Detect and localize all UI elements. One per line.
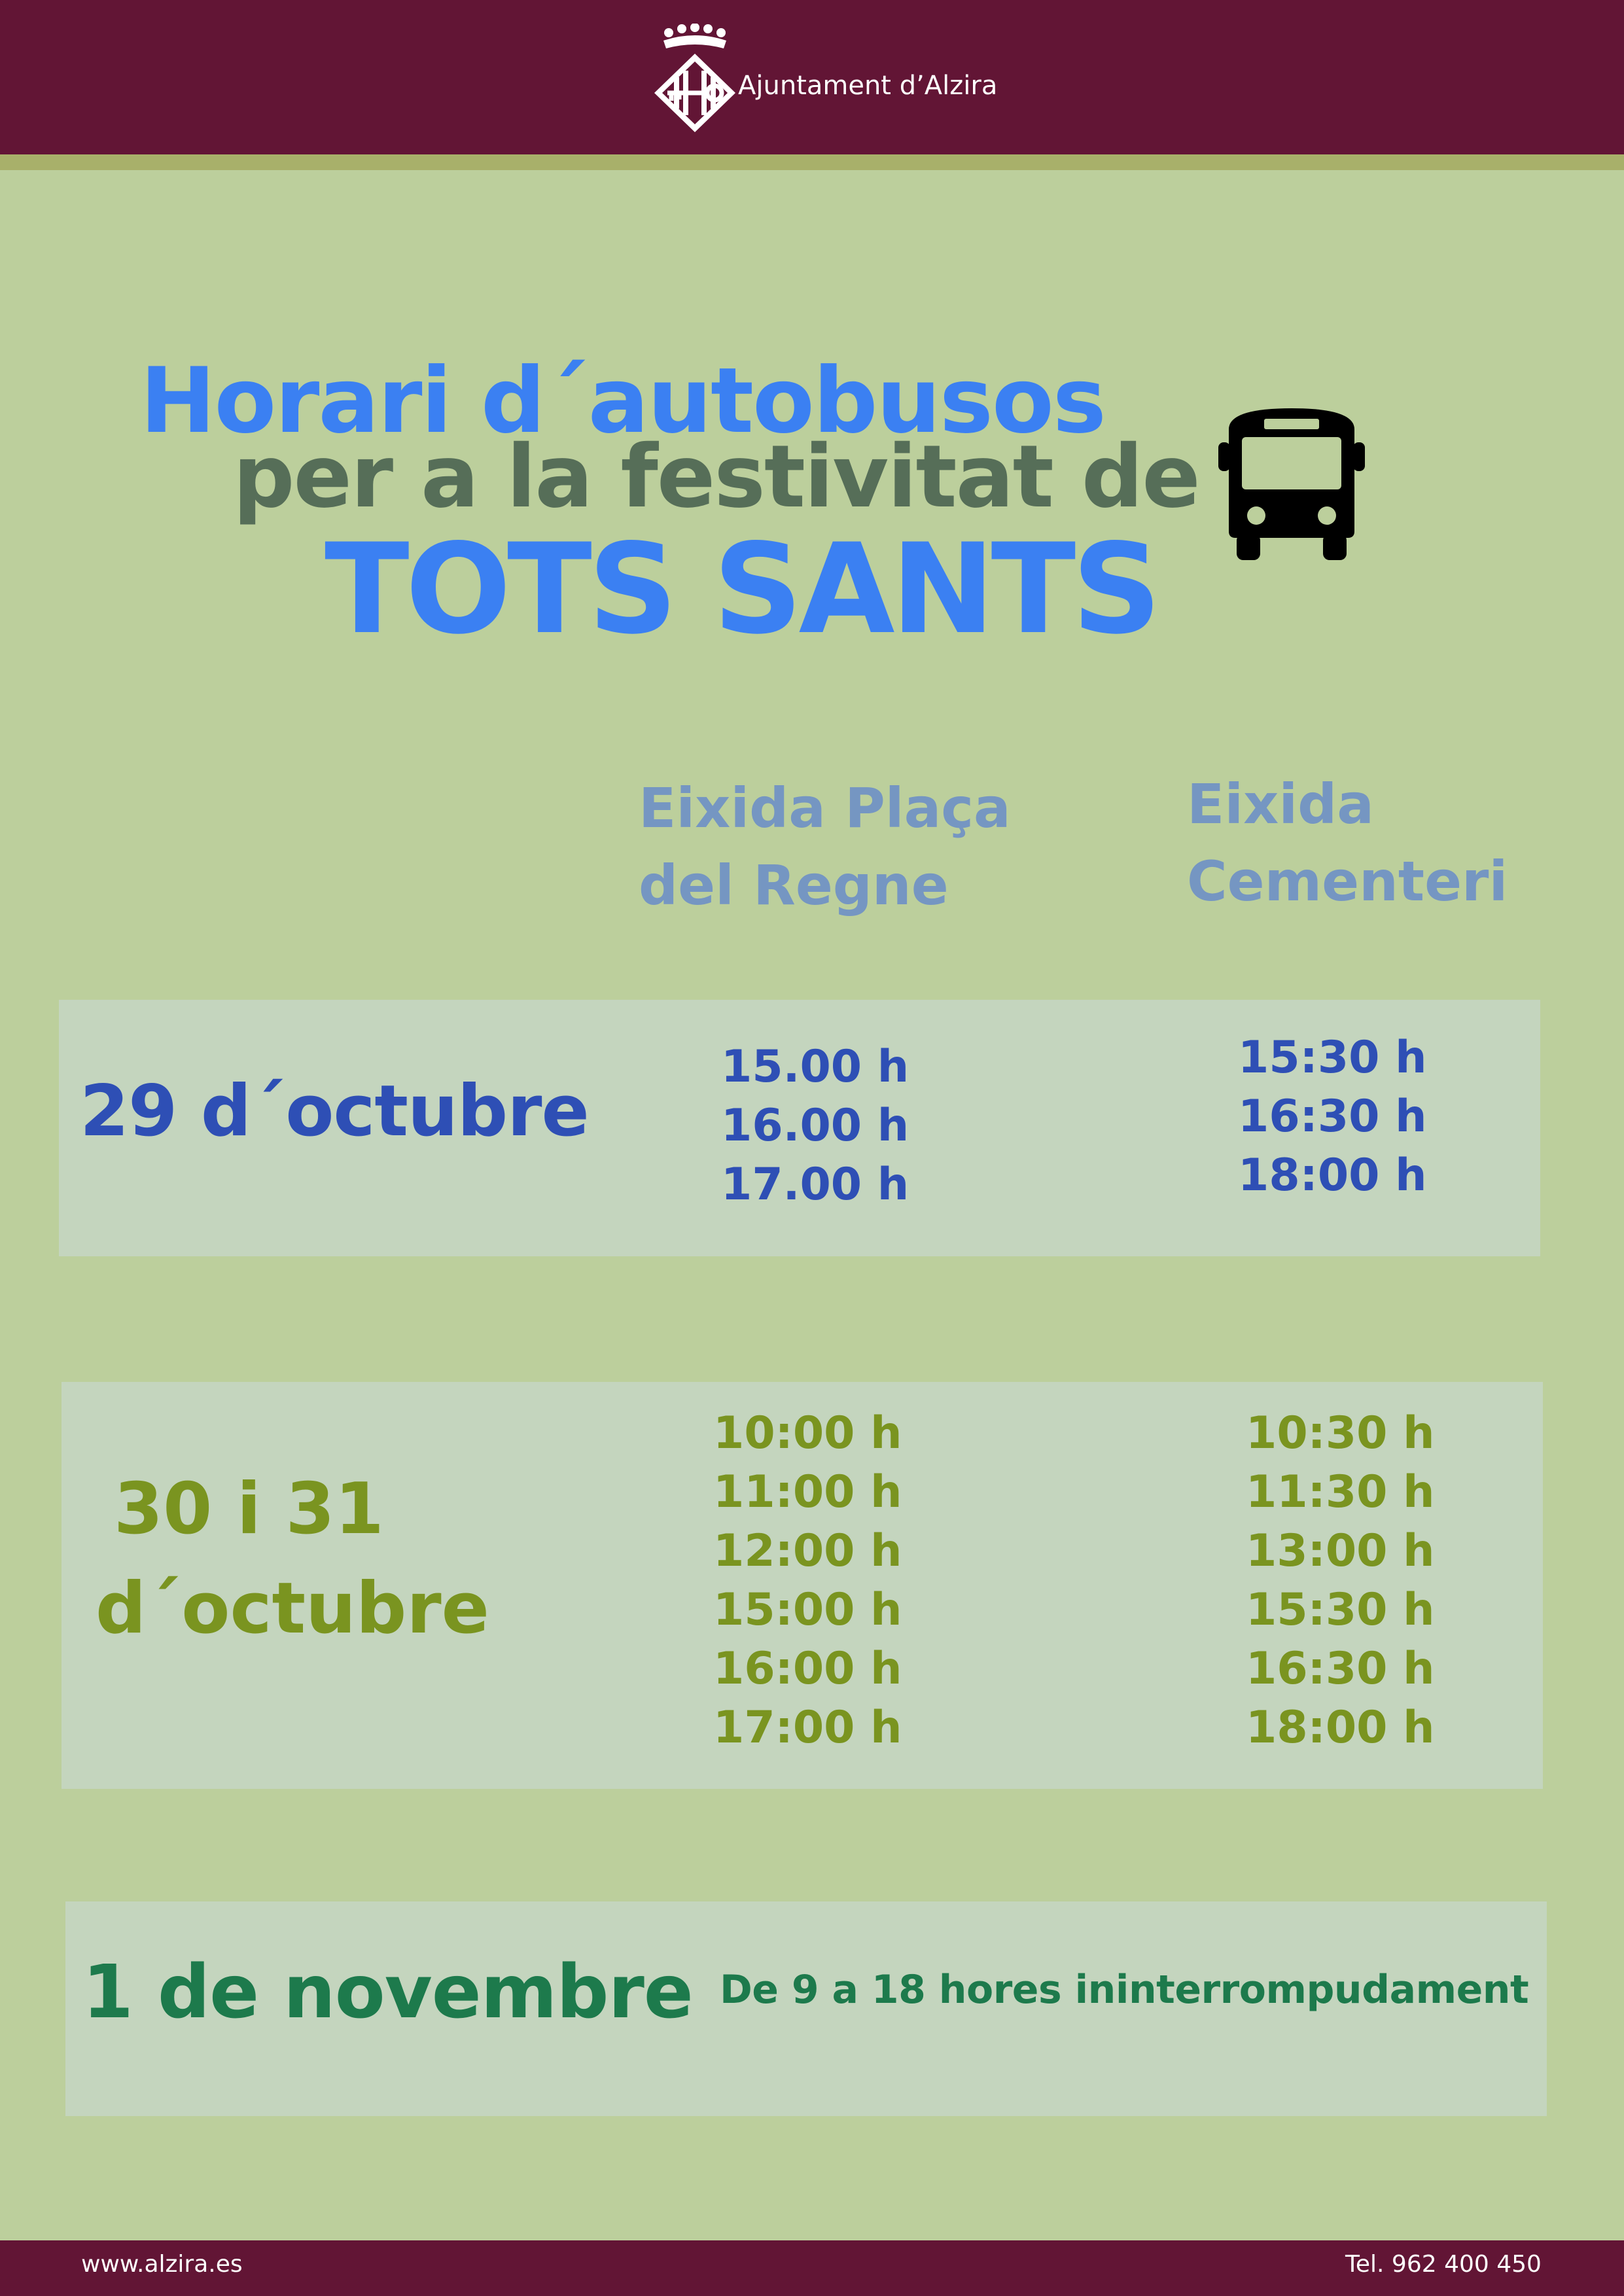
column-header-plaza (639, 769, 1011, 924)
time-entry: 18:00 h (1246, 1702, 1435, 1754)
cementeri-times (1238, 1029, 1427, 1205)
column-header-cementeri-line-1: Eixida (1187, 772, 1374, 836)
title-line-1: Horari d´autobusos (140, 348, 1105, 453)
bus-icon (1218, 403, 1365, 560)
crest-logo (648, 24, 739, 133)
title-line-2: per a la festivitat de (233, 427, 1199, 527)
org-name: Ajuntament d’Alzira (738, 71, 998, 101)
time-entry: 10:30 h (1246, 1407, 1435, 1459)
footer-phone: Tel. 962 400 450 (1345, 2251, 1542, 2278)
column-header-plaza-line-2: del Regne (639, 853, 949, 917)
time-entry: 16:30 h (1246, 1643, 1435, 1695)
footer-website: www.alzira.es (81, 2251, 243, 2278)
time-entry: 12:00 h (713, 1525, 902, 1577)
time-entry: 15.00 h (721, 1041, 909, 1093)
time-entry: 16.00 h (721, 1100, 909, 1152)
time-entry: 10:00 h (713, 1407, 902, 1459)
column-header-plaza-line-1: Eixida Plaça (639, 776, 1011, 840)
cementeri-times (1246, 1404, 1435, 1757)
time-entry: 16:30 h (1238, 1091, 1427, 1142)
time-entry: 15:00 h (713, 1584, 902, 1636)
column-header-cementeri (1187, 766, 1508, 920)
column-header-cementeri-line-2: Cementeri (1187, 849, 1508, 913)
continuous-service-note: De 9 a 18 hores ininterrompudament (720, 1967, 1529, 2013)
time-entry: 13:00 h (1246, 1525, 1435, 1577)
plaza-times (721, 1038, 909, 1214)
title-line-3: TOTS SANTS (325, 517, 1158, 662)
time-entry: 16:00 h (713, 1643, 902, 1695)
time-entry: 15:30 h (1246, 1584, 1435, 1636)
day-label: 30 i 31 (114, 1468, 384, 1550)
time-entry: 11:00 h (713, 1466, 902, 1518)
time-entry: 11:30 h (1246, 1466, 1435, 1518)
header-divider (0, 154, 1624, 170)
time-entry: 15:30 h (1238, 1032, 1427, 1084)
time-entry: 18:00 h (1238, 1150, 1427, 1201)
plaza-times (713, 1404, 902, 1757)
day-label: d´octubre (96, 1568, 489, 1650)
day-label: 29 d´octubre (80, 1070, 589, 1152)
time-entry: 17:00 h (713, 1702, 902, 1754)
time-entry: 17.00 h (721, 1159, 909, 1210)
day-label: 1 de novembre (82, 1950, 693, 2035)
